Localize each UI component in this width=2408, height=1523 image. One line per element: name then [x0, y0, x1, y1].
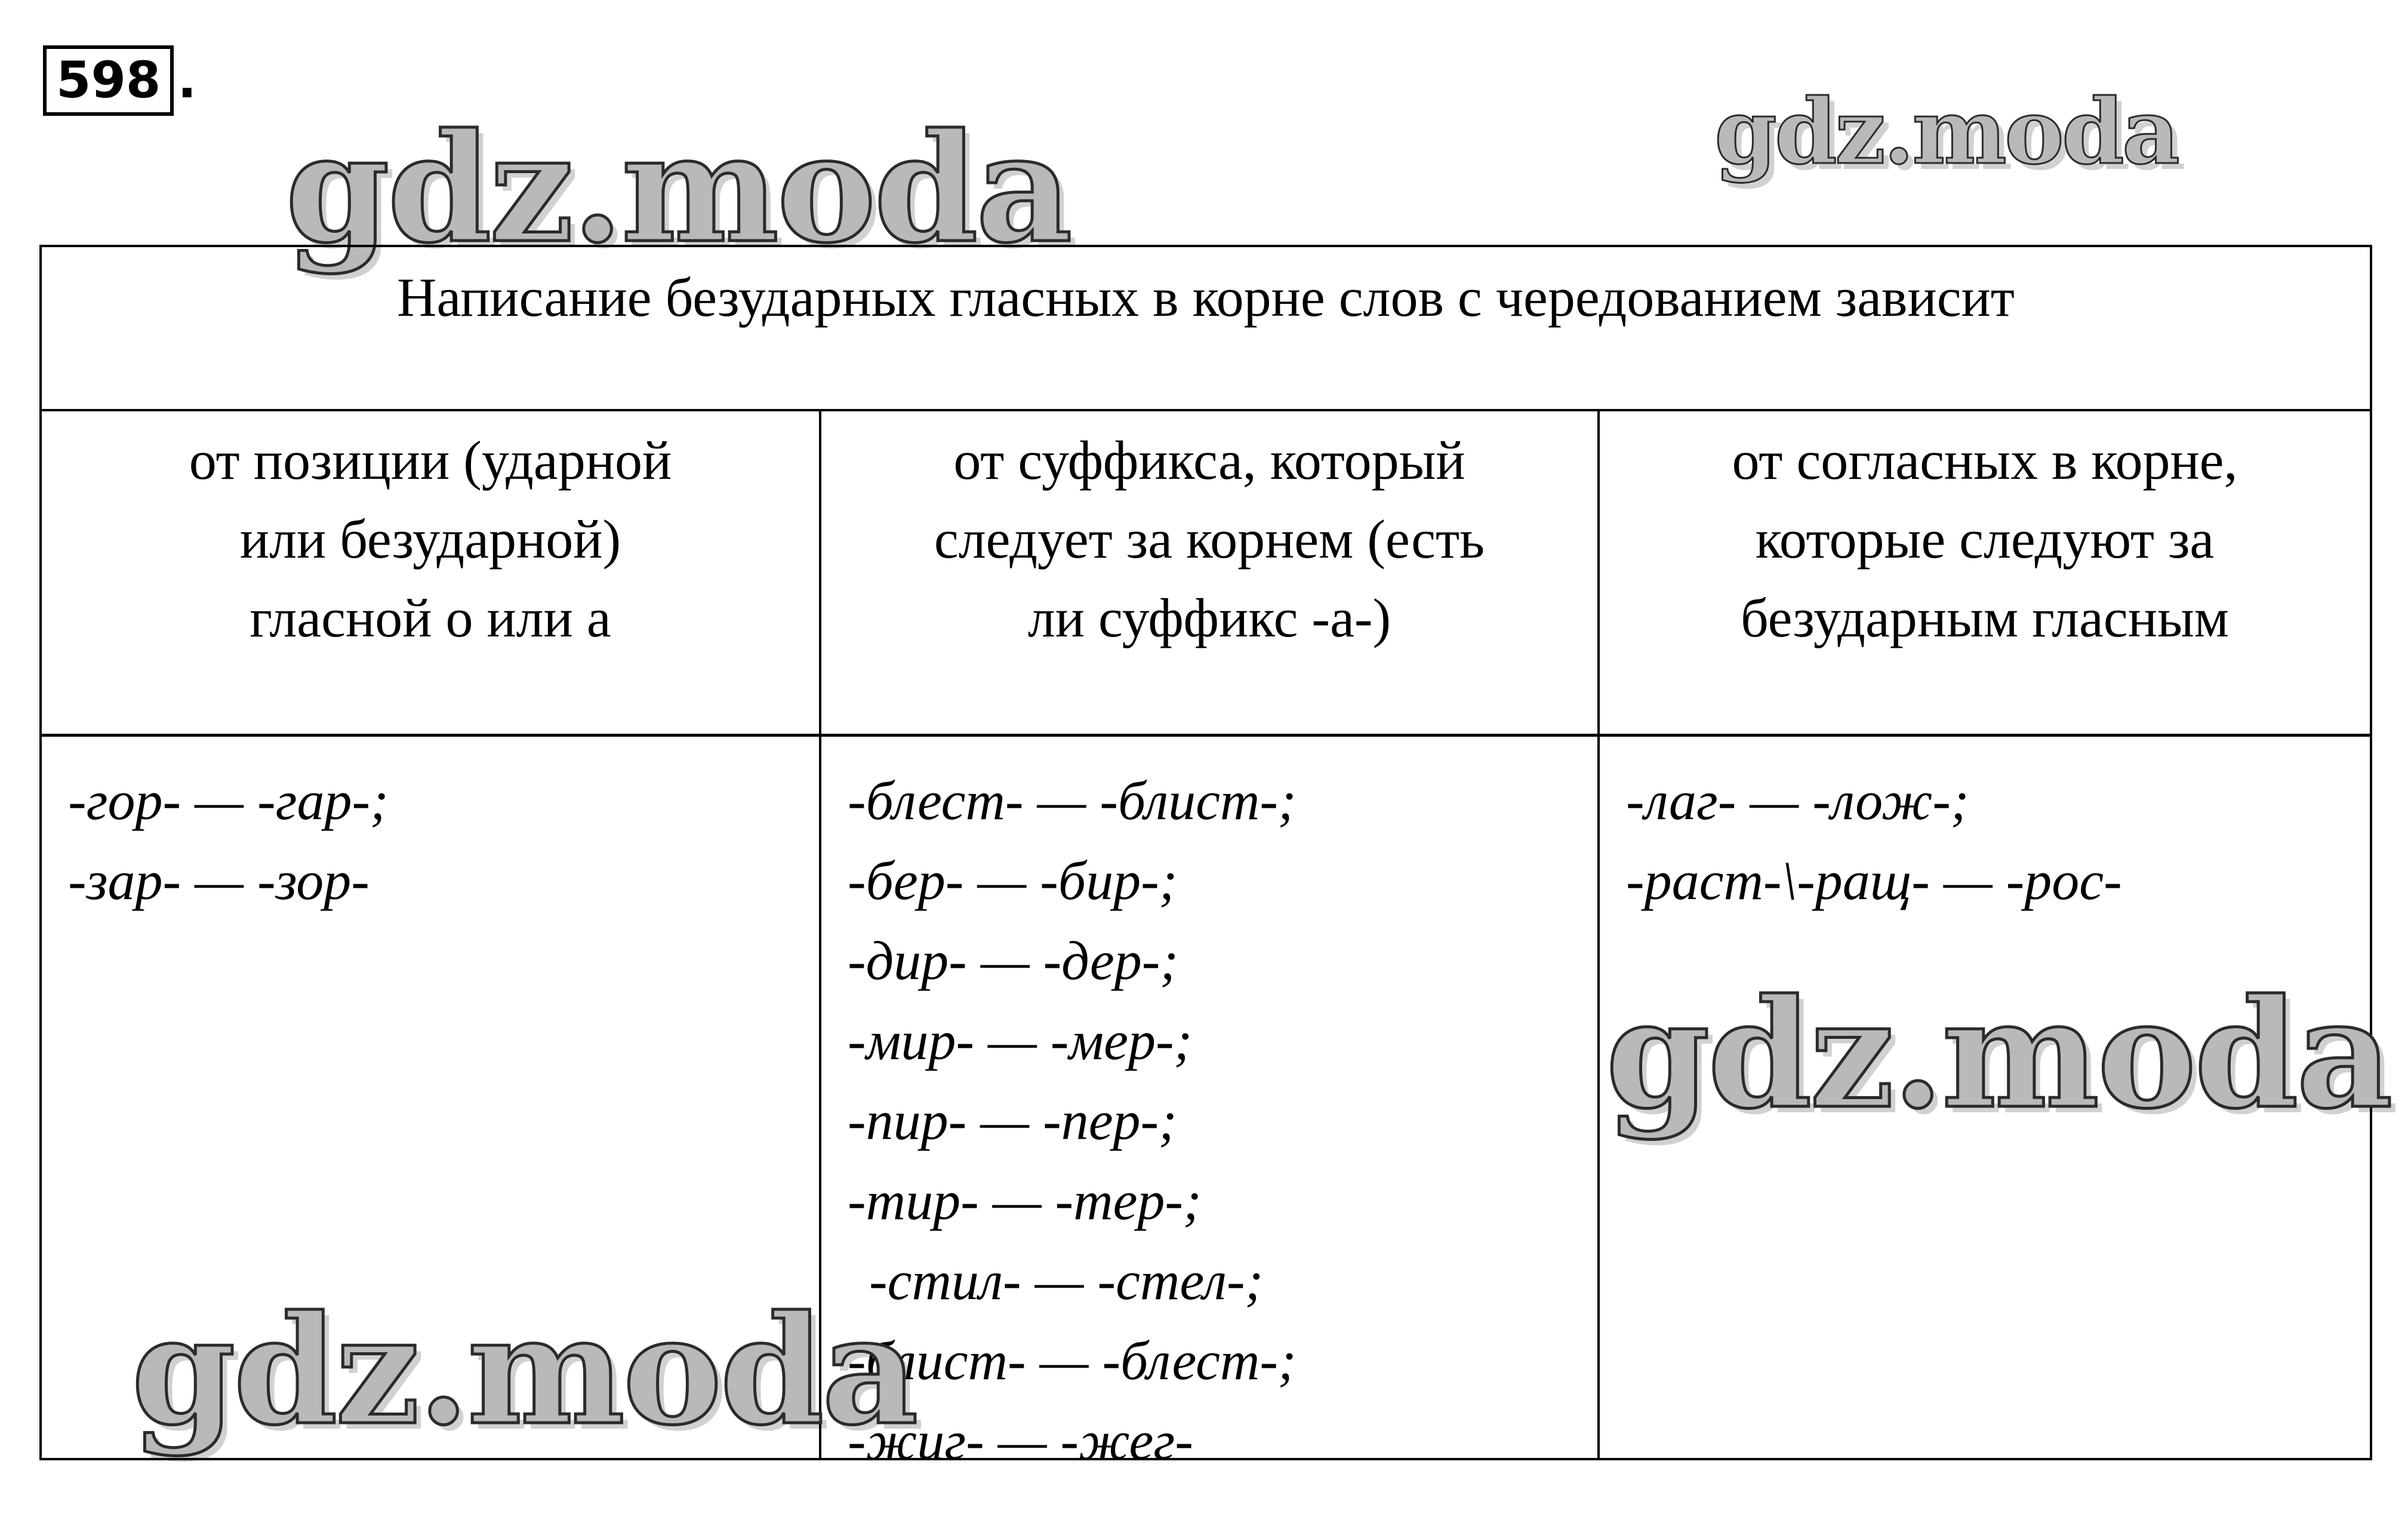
column-header-line: которые следуют за: [1755, 509, 2215, 570]
column-roots: [1600, 737, 2370, 921]
column-consonants: [1600, 411, 2370, 1458]
column-roots: [821, 737, 1597, 1481]
column-header-line: безударным гласным: [1741, 587, 2229, 648]
column-header-line: от позиции (ударной: [189, 430, 672, 491]
watermark-logo: gdz.moda: [285, 100, 1070, 276]
column-header-line: от согласных в корне,: [1732, 430, 2238, 491]
column-header-line: от суффикса, который: [953, 430, 1465, 491]
column-header: [821, 411, 1597, 737]
column-header: [1600, 411, 2370, 737]
column-header-line: или безударной): [239, 509, 621, 570]
column-header: [42, 411, 819, 737]
column-suffix: [821, 411, 1600, 1471]
column-roots: [42, 737, 819, 921]
root-pair: -бер- — -бир-;: [848, 850, 1178, 911]
root-pair: -мир- — -мер-;: [848, 1010, 1193, 1071]
exercise-number-box: 598: [43, 45, 174, 116]
watermark-logo: gdz.moda: [131, 1282, 916, 1458]
exercise-number-dot: .: [177, 51, 197, 109]
rules-table: [39, 245, 2372, 1471]
root-pair: -блест- — -блист-;: [848, 770, 1297, 831]
root-pair: -жиг- — -жег-: [848, 1410, 1193, 1471]
root-pair: -гор- — -гар-;: [68, 770, 389, 831]
root-pair: -дир- — -дер-;: [848, 930, 1179, 991]
root-pair: -тир- — -тер-;: [848, 1170, 1202, 1231]
root-pair: -пир- — -пер-;: [848, 1090, 1177, 1151]
root-pair: -зар- — -зор-: [68, 850, 369, 911]
column-header-line: ли суффикс -а-): [1027, 587, 1391, 648]
root-pair: -раст-\-ращ- — -рос-: [1626, 850, 2122, 911]
exercise-number: [43, 45, 196, 116]
table-title: Написание безударных гласных в корне слов с чередованием зависит: [42, 247, 2370, 411]
watermark-logo: gdz.moda: [1714, 79, 2178, 184]
column-header-line: гласной о или а: [250, 587, 611, 648]
column-header-line: следует за корнем (есть: [934, 509, 1485, 570]
root-pair: -лаг- — -лож-;: [1626, 770, 1969, 831]
watermark-logo: gdz.moda: [1606, 966, 2391, 1142]
root-pair: -блист- — -блест-;: [848, 1330, 1297, 1391]
root-pair: -стил- — -стел-;: [869, 1250, 1264, 1311]
